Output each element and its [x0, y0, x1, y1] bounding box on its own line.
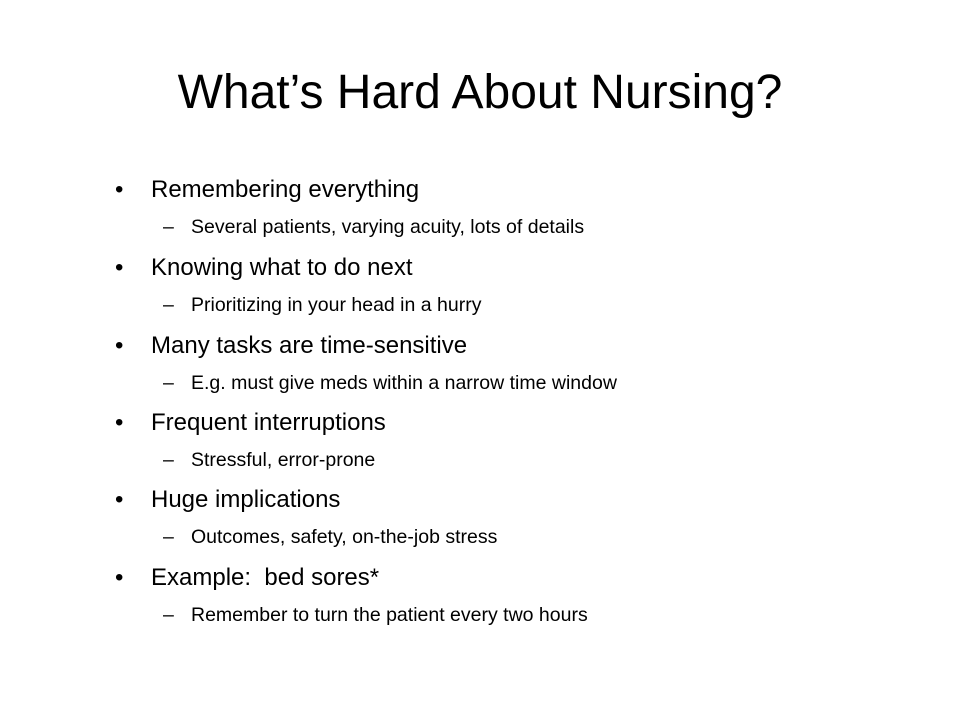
bullet-main — [115, 328, 467, 364]
dash-icon: – — [163, 449, 174, 471]
bullet-main — [115, 172, 419, 208]
dash-icon: – — [163, 372, 174, 394]
bullet-text: Remembering everything — [151, 176, 420, 203]
sub-bullet-text: Remember to turn the patient every two hours — [191, 604, 588, 626]
bullet-main — [115, 405, 386, 441]
bullet-main — [115, 560, 379, 596]
dash-icon: – — [163, 604, 174, 626]
sub-bullet-text: E.g. must give meds within a narrow time window — [191, 372, 617, 394]
slide-title: What’s Hard About Nursing? — [177, 66, 783, 119]
bullet-text: Example: bed sores* — [151, 564, 380, 591]
bullet-dot-icon: • — [115, 486, 124, 513]
sub-bullet — [163, 445, 375, 475]
sub-bullet — [163, 522, 497, 552]
sub-bullet-text: Several patients, varying acuity, lots of details — [191, 216, 585, 238]
dash-icon: – — [163, 294, 174, 316]
bullet-text: Huge implications — [151, 486, 341, 513]
bullet-dot-icon: • — [115, 176, 124, 203]
sub-bullet — [163, 600, 588, 630]
dash-icon: – — [163, 216, 174, 238]
dash-icon: – — [163, 526, 174, 548]
bullet-dot-icon: • — [115, 409, 124, 436]
bullet-text: Knowing what to do next — [151, 254, 413, 281]
sub-bullet-text: Prioritizing in your head in a hurry — [191, 294, 482, 316]
sub-bullet-text: Outcomes, safety, on-the-job stress — [191, 526, 498, 548]
bullet-dot-icon: • — [115, 332, 124, 359]
sub-bullet-text: Stressful, error-prone — [191, 449, 376, 471]
bullet-text: Many tasks are time-sensitive — [151, 332, 468, 359]
bullet-main — [115, 482, 340, 518]
sub-bullet — [163, 212, 584, 242]
bullet-dot-icon: • — [115, 254, 124, 281]
sub-bullet — [163, 368, 617, 398]
bullet-text: Frequent interruptions — [151, 409, 386, 436]
bullet-main — [115, 250, 413, 286]
sub-bullet — [163, 290, 481, 320]
bullet-dot-icon: • — [115, 564, 124, 591]
